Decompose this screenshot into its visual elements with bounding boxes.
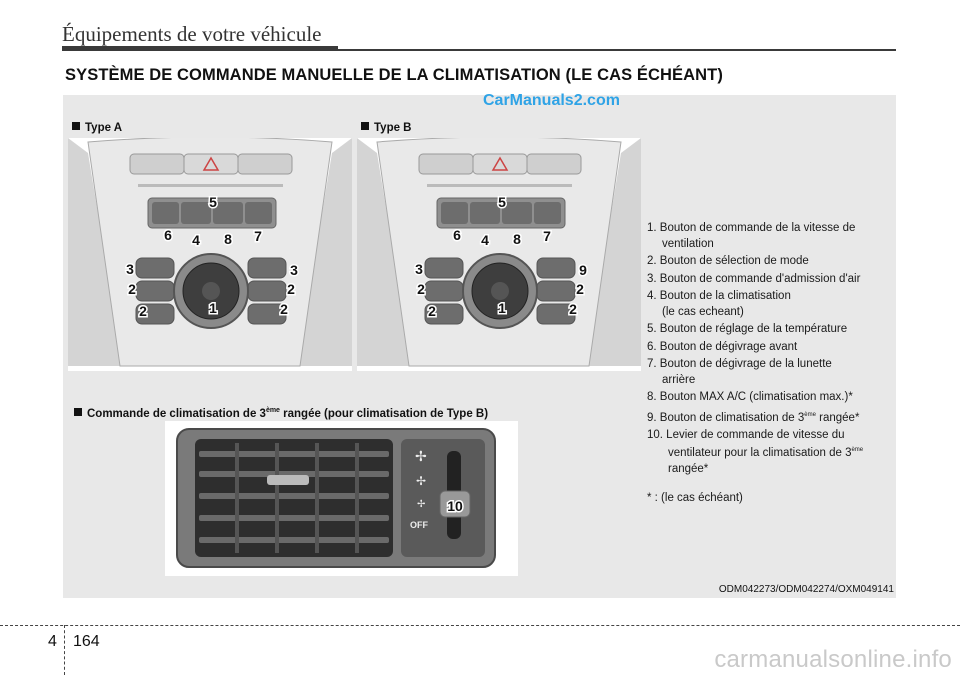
callout-number: 10 (447, 498, 463, 514)
ordinal-sup: ème (265, 407, 280, 414)
control-panel-type-a-image (68, 138, 352, 371)
legend-item-cont: (le cas echeant) (662, 305, 744, 318)
callout-number: 6 (453, 227, 461, 243)
legend-item-9 (647, 408, 893, 426)
legend-item-text: 2. Bouton de sélection de mode (647, 255, 809, 267)
third-row-heading (74, 407, 488, 420)
callout-number: 3 (126, 261, 134, 277)
legend-item-text-end: rangée* (815, 411, 860, 424)
callout-number: 5 (209, 194, 217, 210)
legend-item-cont: ventilation (662, 237, 714, 250)
callout-number: 2 (128, 281, 136, 297)
type-b-text: Type B (374, 122, 412, 134)
type-a-text: Type A (85, 122, 123, 134)
third-row-heading-text-end: rangée (pour climatisation de Type B) (279, 407, 489, 420)
legend-item (647, 254, 893, 270)
callout-number: 3 (415, 261, 423, 277)
legend-item-text: 8. Bouton MAX A/C (climatisation max.)* (647, 391, 853, 403)
callout-number: 8 (513, 231, 521, 247)
legend-item-cont: arrière (662, 373, 696, 386)
callout-number: 4 (192, 232, 200, 248)
legend-item (647, 221, 893, 252)
type-b-label (361, 122, 412, 134)
footer-rule (0, 625, 960, 626)
page-number: 164 (73, 633, 100, 650)
legend-item (647, 340, 893, 356)
legend-item-text: 7. Bouton de dégivrage de la lunette (647, 358, 832, 370)
footer-watermark: carmanualsonline.info (714, 646, 952, 673)
callout-number: 1 (209, 300, 217, 316)
square-bullet-icon (72, 122, 80, 130)
watermark-carmanuals: CarManuals2.com (483, 92, 620, 109)
callout-number: 2 (139, 303, 147, 319)
callout-number: 5 (498, 194, 506, 210)
control-panel-type-b-image (357, 138, 641, 371)
callout-number: 2 (280, 301, 288, 317)
legend-item (647, 289, 893, 320)
callout-number: 2 (569, 301, 577, 317)
square-bullet-icon (74, 408, 82, 416)
legend-item (647, 272, 893, 288)
legend-item-cont-end: rangée* (668, 462, 709, 475)
callout-number: 2 (576, 281, 584, 297)
callout-number: 2 (428, 303, 436, 319)
fan-low-icon: ✢ (417, 499, 426, 510)
chapter-title: Équipements de votre véhicule (62, 22, 322, 46)
callout-number: 1 (498, 300, 506, 316)
legend-item-10 (647, 428, 893, 477)
callout-number: 2 (287, 281, 295, 297)
square-bullet-icon (361, 122, 369, 130)
legend-item-cont-text: ventilateur pour la climatisation de 3 (668, 447, 852, 460)
legend-item-text: 6. Bouton de dégivrage avant (647, 340, 798, 353)
header-rule-thin (338, 49, 896, 51)
callout-number: 3 (290, 262, 298, 278)
legend-list (647, 221, 893, 507)
type-a-label (72, 122, 122, 134)
legend-item-text: 10. Levier de commande de vitesse du (647, 428, 845, 441)
third-row-vent-image (165, 421, 518, 576)
header-rule-thick (62, 46, 338, 51)
legend-item-text: 3. Bouton de commande d'admission d'air (647, 272, 861, 285)
legend-item (647, 390, 893, 406)
legend-item-text: 4. Bouton de la climatisation (647, 290, 791, 302)
callout-number: 7 (254, 228, 262, 244)
callout-number: 8 (224, 231, 232, 247)
section-title: SYSTÈME DE COMMANDE MANUELLE DE LA CLIMATISATION (LE CAS ÉCHÉANT) (65, 66, 723, 84)
callout-number: 9 (579, 262, 587, 278)
ordinal-sup: ème (804, 411, 816, 418)
callout-number: 4 (481, 232, 489, 248)
callout-number: 7 (543, 228, 551, 244)
legend-item-text: 5. Bouton de réglage de la température (647, 323, 848, 335)
vent-off-label: OFF (410, 520, 428, 530)
legend-note: * : (le cas échéant) (647, 492, 743, 505)
fan-mid-icon: ✢ (416, 474, 427, 488)
chapter-number: 4 (48, 633, 57, 650)
legend-item-text: 1. Bouton de commande de la vitesse de (647, 222, 856, 234)
footer-divider (64, 625, 65, 675)
legend-item-cont (647, 443, 893, 477)
callout-number: 6 (164, 227, 172, 243)
legend-item (647, 357, 893, 388)
figure-code: ODM042273/ODM042274/OXM049141 (718, 584, 894, 595)
ordinal-sup: ème (851, 447, 864, 454)
fan-high-icon: ✢ (415, 448, 427, 464)
callout-number: 2 (417, 281, 425, 297)
legend-item-text: 9. Bouton de climatisation de 3 (647, 411, 805, 424)
third-row-heading-text: Commande de climatisation de 3 (87, 407, 266, 420)
legend-item (647, 322, 893, 338)
